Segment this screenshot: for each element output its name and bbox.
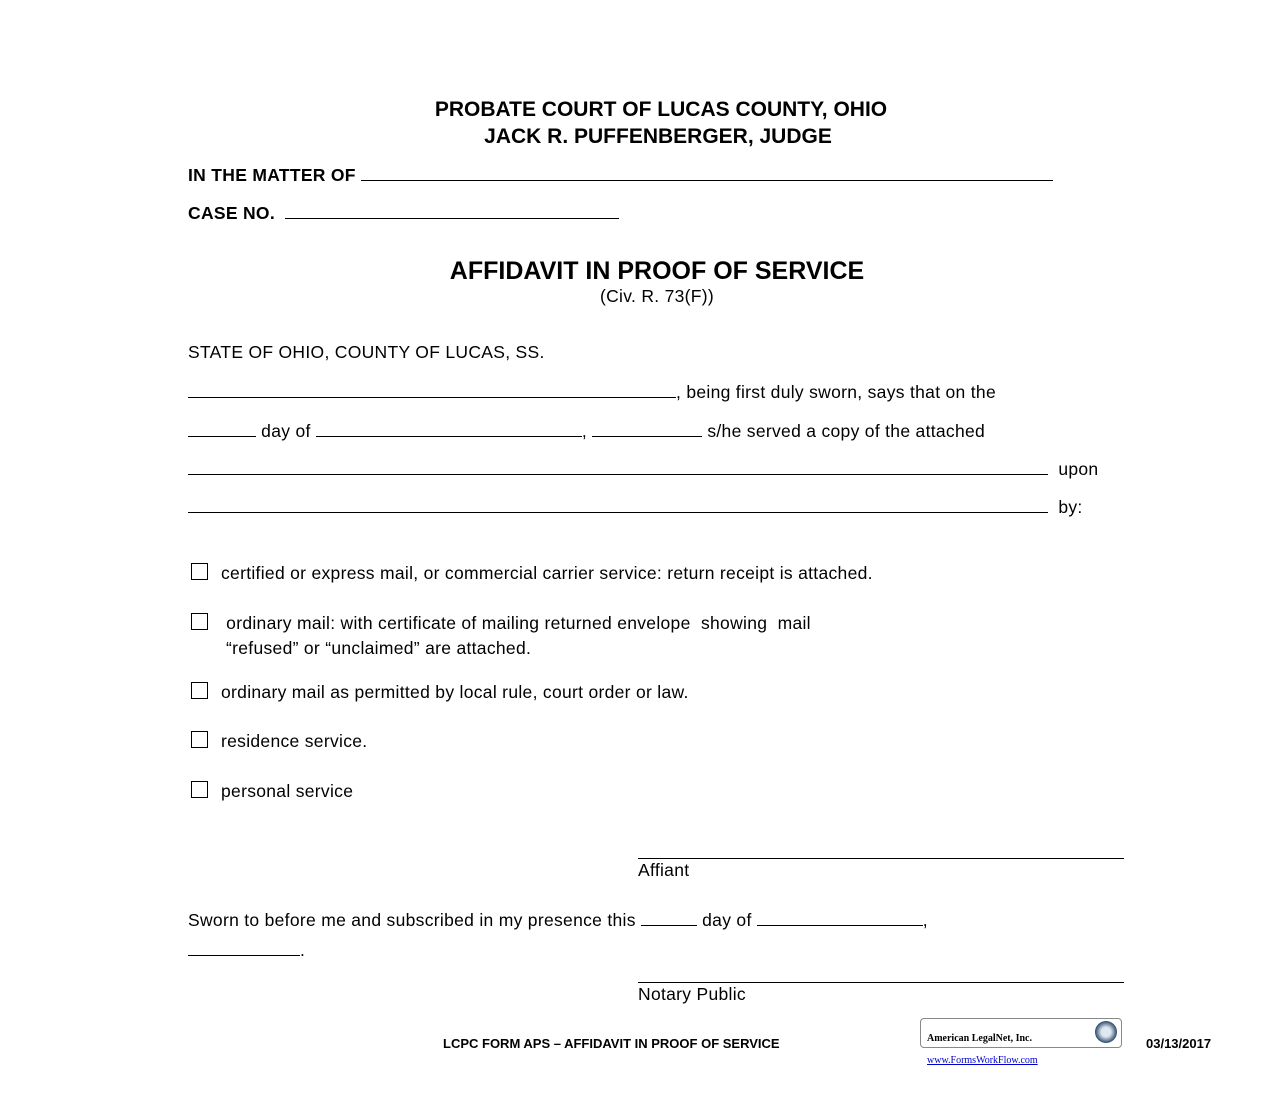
court-name: PROBATE COURT OF LUCAS COUNTY, OHIO — [434, 98, 888, 121]
venue: STATE OF OHIO, COUNTY OF LUCAS, SS. — [188, 342, 545, 362]
notary-signature-line[interactable] — [638, 982, 1124, 983]
body-line-3: upon — [188, 457, 1098, 480]
judge-name: JACK R. PUFFENBERGER, JUDGE — [484, 125, 832, 148]
globe-icon — [1095, 1021, 1117, 1043]
checkbox-residence-service[interactable] — [191, 731, 208, 748]
matter-field[interactable] — [188, 163, 1053, 186]
option-ordinary-mail-certificate-cont: “refused” or “unclaimed” are attached. — [226, 638, 532, 658]
legalnet-logo[interactable] — [920, 1018, 1122, 1066]
case-no-field[interactable] — [188, 201, 619, 224]
checkbox-certified-mail[interactable] — [191, 563, 208, 580]
option-ordinary-mail-certificate: ordinary mail: with certificate of mailing returned envelope showing mail — [221, 613, 811, 633]
checkbox-ordinary-mail-local-rule[interactable] — [191, 682, 208, 699]
checkbox-personal-service[interactable] — [191, 781, 208, 798]
notary-label: Notary Public — [638, 984, 746, 1004]
affiant-signature-line[interactable] — [638, 858, 1124, 859]
body-line-4: by: — [188, 495, 1083, 518]
form-subtitle: (Civ. R. 73(F)) — [599, 286, 715, 306]
logo-name: American LegalNet, Inc. — [927, 1033, 1032, 1044]
logo-url[interactable]: www.FormsWorkFlow.com — [927, 1055, 1038, 1066]
form-title: AFFIDAVIT IN PROOF OF SERVICE — [449, 257, 865, 285]
sworn-year: . — [188, 938, 305, 961]
option-ordinary-mail-local-rule: ordinary mail as permitted by local rule, court order or law. — [221, 682, 689, 702]
footer-date: 03/13/2017 — [1146, 1036, 1212, 1051]
checkbox-ordinary-mail-certificate[interactable] — [191, 613, 208, 630]
matter-label: IN THE MATTER OF — [188, 165, 356, 185]
option-personal-service: personal service — [221, 781, 354, 801]
option-residence-service: residence service. — [221, 731, 368, 751]
affiant-label: Affiant — [638, 860, 690, 880]
sworn-line: Sworn to before me and subscribed in my presence this day of , — [188, 910, 928, 930]
option-certified-mail: certified or express mail, or commercial carrier service: return receipt is attached. — [221, 563, 873, 583]
footer-form-id: LCPC FORM APS – AFFIDAVIT IN PROOF OF SERVICE — [443, 1036, 780, 1051]
body-line-2: day of , s/he served a copy of the attached — [188, 419, 985, 442]
case-label: CASE NO. — [188, 203, 275, 223]
body-line-1: , being first duly sworn, says that on the — [188, 380, 996, 403]
